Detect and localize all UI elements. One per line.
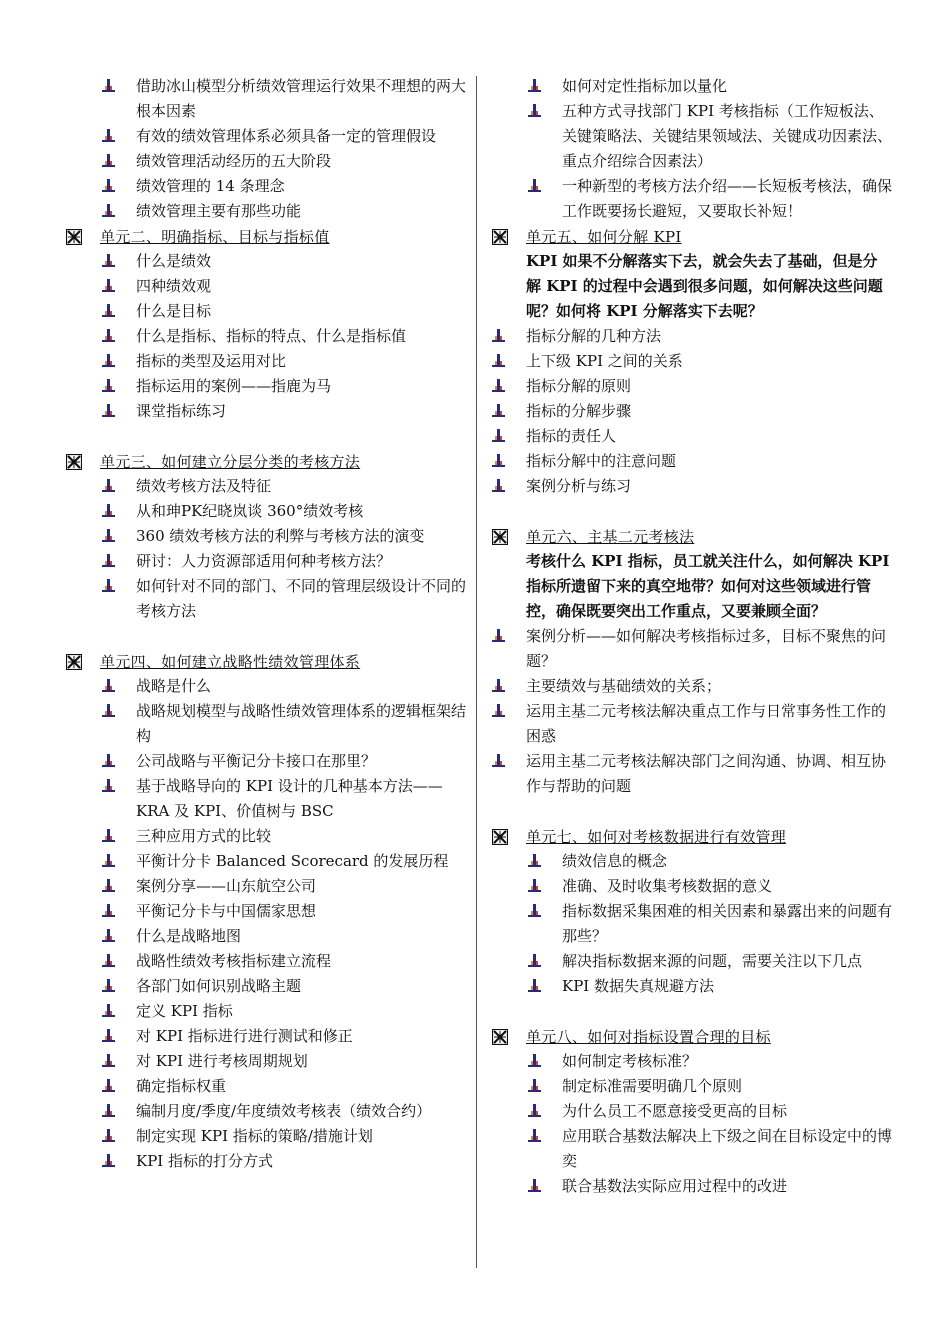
list-item-text: 一种新型的考核方法介绍——长短板考核法，确保工作既要扬长避短，又要取长补短！ (562, 177, 893, 220)
list-item (66, 1049, 466, 1074)
bullet-arrow-icon (102, 1054, 116, 1068)
bullet-arrow-icon (102, 529, 116, 543)
list-item-text: 制定实现 KPI 指标的策略/措施计划 (136, 1127, 373, 1145)
bullet-arrow-icon (528, 1104, 542, 1118)
bullet-arrow-icon (528, 979, 542, 993)
list-item (492, 449, 892, 474)
bullet-arrow-icon (528, 1129, 542, 1143)
list-item (66, 499, 466, 524)
bullet-arrow-icon (492, 429, 506, 443)
section-item-list (66, 674, 466, 1174)
list-item-text: 运用主基二元考核法解决重点工作与日常事务性工作的困惑 (526, 702, 887, 745)
bullet-arrow-icon (102, 204, 116, 218)
list-item (492, 174, 892, 224)
list-item-text: 战略是什么 (136, 677, 212, 695)
bullet-arrow-icon (102, 79, 116, 93)
bullet-arrow-icon (102, 1129, 116, 1143)
list-item (492, 874, 892, 899)
list-item-text: 定义 KPI 指标 (136, 1002, 233, 1020)
list-item-text: 案例分析与练习 (526, 477, 632, 495)
bullet-arrow-icon (492, 329, 506, 343)
list-item-text: 绩效管理活动经历的五大阶段 (136, 152, 332, 170)
list-item-text: 借助冰山模型分析绩效管理运行效果不理想的两大根本因素 (136, 77, 467, 120)
bullet-arrow-icon (102, 1029, 116, 1043)
list-item (66, 924, 466, 949)
bullet-arrow-icon (102, 504, 116, 518)
left-column (66, 74, 466, 1174)
bullet-arrow-icon (102, 979, 116, 993)
list-item-text: 指标分解的原则 (526, 377, 632, 395)
bullet-arrow-icon (102, 879, 116, 893)
list-item (66, 849, 466, 874)
list-item-text: 平衡记分卡与中国儒家思想 (136, 902, 317, 920)
right-intro-list (492, 74, 892, 224)
list-item (66, 824, 466, 849)
list-item-text: KPI 指标的打分方式 (136, 1152, 273, 1170)
section-title: 单元四、如何建立战略性绩效管理体系 (100, 653, 361, 671)
list-item (492, 674, 892, 699)
list-item-text: 联合基数法实际应用过程中的改进 (562, 1177, 788, 1195)
list-item-text: 从和珅PK纪晓岚谈 360°绩效考核 (136, 502, 364, 520)
list-item-text: 五种方式寻找部门 KPI 考核指标（工作短板法、关键策略法、关键结果领域法、关键成功因素法、重点介绍综合因素法） (562, 102, 893, 170)
list-item (492, 474, 892, 499)
bullet-arrow-icon (102, 1079, 116, 1093)
list-item-text: 解决指标数据来源的问题，需要关注以下几点 (562, 952, 863, 970)
bullet-arrow-icon (492, 704, 506, 718)
list-item-text: 主要绩效与基础绩效的关系； (526, 677, 722, 695)
list-item-text: 绩效考核方法及特征 (136, 477, 272, 495)
section-heading (66, 649, 466, 674)
list-item (492, 899, 892, 949)
list-item (66, 349, 466, 374)
list-item-text: 指标的责任人 (526, 427, 617, 445)
list-item (66, 274, 466, 299)
section-heading (492, 224, 892, 249)
list-item-text: 什么是指标、指标的特点、什么是指标值 (136, 327, 407, 345)
list-item-text: 指标分解中的注意问题 (526, 452, 677, 470)
bullet-arrow-icon (528, 1054, 542, 1068)
bullet-arrow-icon (102, 479, 116, 493)
bullet-arrow-icon (492, 454, 506, 468)
bullet-arrow-icon (492, 379, 506, 393)
list-item (66, 324, 466, 349)
list-item (492, 424, 892, 449)
bullet-arrow-icon (528, 904, 542, 918)
list-item-text: 什么是战略地图 (136, 927, 242, 945)
list-item-text: 准确、及时收集考核数据的意义 (562, 877, 773, 895)
bullet-arrow-icon (528, 1179, 542, 1193)
list-item-text: 如何制定考核标准？ (562, 1052, 698, 1070)
list-item (66, 1074, 466, 1099)
bullet-arrow-icon (102, 854, 116, 868)
bullet-arrow-icon (102, 829, 116, 843)
list-item-text: 如何针对不同的部门、不同的管理层级设计不同的考核方法 (136, 577, 467, 620)
list-item-text: 应用联合基数法解决上下级之间在目标设定中的博奕 (562, 1127, 893, 1170)
bullet-arrow-icon (102, 154, 116, 168)
bullet-arrow-icon (102, 1004, 116, 1018)
bullet-arrow-icon (102, 279, 116, 293)
bullet-arrow-icon (528, 954, 542, 968)
section-heading (66, 224, 466, 249)
bullet-arrow-icon (102, 354, 116, 368)
checkbox-cross-icon (492, 1029, 508, 1045)
checkbox-cross-icon (66, 454, 82, 470)
list-item-text: KPI 数据失真规避方法 (562, 977, 714, 995)
list-item-text: 什么是绩效 (136, 252, 212, 270)
list-item (492, 1049, 892, 1074)
list-item-text: 各部门如何识别战略主题 (136, 977, 302, 995)
section-note: 考核什么 KPI 指标，员工就关注什么，如何解决 KPI 指标所遗留下来的真空地带？如何对这些领域进行管控，确保既要突出工作重点，又要兼顾全面？ (526, 552, 890, 620)
right-column (492, 74, 892, 1199)
section-title: 单元八、如何对指标设置合理的目标 (526, 1028, 771, 1046)
list-item (66, 999, 466, 1024)
list-item (66, 524, 466, 549)
list-item (66, 1124, 466, 1149)
bullet-arrow-icon (102, 179, 116, 193)
list-item-text: 指标分解的几种方法 (526, 327, 662, 345)
list-item (66, 949, 466, 974)
list-item (66, 1024, 466, 1049)
list-item (492, 849, 892, 874)
list-item-text: 研讨：人力资源部适用何种考核方法？ (136, 552, 392, 570)
list-item (492, 624, 892, 674)
section-heading (492, 824, 892, 849)
list-item-text: 指标的类型及运用对比 (136, 352, 287, 370)
list-item-text: 绩效信息的概念 (562, 852, 668, 870)
bullet-arrow-icon (102, 754, 116, 768)
list-item-text: 360 绩效考核方法的利弊与考核方法的演变 (136, 527, 425, 545)
list-item-text: 案例分享——山东航空公司 (136, 877, 317, 895)
list-item (492, 974, 892, 999)
bullet-arrow-icon (102, 129, 116, 143)
bullet-arrow-icon (102, 904, 116, 918)
list-item (492, 1124, 892, 1174)
list-item-text: 运用主基二元考核法解决部门之间沟通、协调、相互协作与帮助的问题 (526, 752, 887, 795)
checkbox-cross-icon (492, 529, 508, 545)
list-item-text: 基于战略导向的 KPI 设计的几种基本方法——KRA 及 KPI、价值树与 BSC (136, 777, 443, 820)
list-item (66, 1149, 466, 1174)
list-item-text: 战略性绩效考核指标建立流程 (136, 952, 332, 970)
list-item (66, 474, 466, 499)
bullet-arrow-icon (528, 854, 542, 868)
bullet-arrow-icon (528, 104, 542, 118)
list-item-text: 课堂指标练习 (136, 402, 227, 420)
list-item (492, 1174, 892, 1199)
list-item (66, 199, 466, 224)
checkbox-cross-icon (492, 229, 508, 245)
bullet-arrow-icon (492, 629, 506, 643)
bullet-arrow-icon (102, 954, 116, 968)
bullet-arrow-icon (102, 329, 116, 343)
list-item (66, 124, 466, 149)
bullet-arrow-icon (102, 554, 116, 568)
list-item-text: 战略规划模型与战略性绩效管理体系的逻辑框架结构 (136, 702, 467, 745)
list-item-text: 指标数据采集困难的相关因素和暴露出来的问题有那些？ (562, 902, 893, 945)
column-divider (476, 76, 477, 1268)
list-item (66, 974, 466, 999)
list-item (66, 899, 466, 924)
list-item (66, 399, 466, 424)
bullet-arrow-icon (492, 754, 506, 768)
list-item-text: 绩效管理的 14 条理念 (136, 177, 285, 195)
list-item-text: 案例分析——如何解决考核指标过多，目标不聚焦的问题？ (526, 627, 887, 670)
list-item (66, 574, 466, 624)
bullet-arrow-icon (528, 179, 542, 193)
list-item (66, 874, 466, 899)
list-item (66, 149, 466, 174)
bullet-arrow-icon (528, 79, 542, 93)
list-item-text: 如何对定性指标加以量化 (562, 77, 728, 95)
section-title: 单元五、如何分解 KPI (526, 228, 682, 246)
bullet-arrow-icon (492, 479, 506, 493)
bullet-arrow-icon (492, 404, 506, 418)
list-item-text: 指标运用的案例——指鹿为马 (136, 377, 332, 395)
list-item (492, 699, 892, 749)
list-item (66, 74, 466, 124)
list-item (66, 699, 466, 749)
section-heading (66, 449, 466, 474)
list-item (492, 949, 892, 974)
right-sections (492, 224, 892, 1199)
list-item-text: 为什么员工不愿意接受更高的目标 (562, 1102, 788, 1120)
list-item (66, 249, 466, 274)
list-item (492, 99, 892, 174)
list-item-text: 三种应用方式的比较 (136, 827, 272, 845)
list-item (66, 299, 466, 324)
section-item-list (66, 249, 466, 424)
list-item-text: 四种绩效观 (136, 277, 212, 295)
section-title: 单元六、主基二元考核法 (526, 528, 695, 546)
list-item-text: 对 KPI 指标进行进行测试和修正 (136, 1027, 353, 1045)
list-item-text: 编制月度/季度/年度绩效考核表（绩效合约） (136, 1102, 432, 1120)
bullet-arrow-icon (102, 404, 116, 418)
list-item (492, 374, 892, 399)
list-item (492, 1074, 892, 1099)
bullet-arrow-icon (528, 879, 542, 893)
section-note: KPI 如果不分解落实下去，就会失去了基础，但是分解 KPI 的过程中会遇到很多问题，如何解决这些问题呢？如何将 KPI 分解落实下去呢？ (526, 252, 883, 320)
section-title: 单元二、明确指标、目标与指标值 (100, 228, 330, 246)
section-heading (492, 1024, 892, 1049)
list-item (66, 749, 466, 774)
bullet-arrow-icon (102, 679, 116, 693)
list-item (66, 1099, 466, 1124)
list-item (492, 399, 892, 424)
bullet-arrow-icon (102, 929, 116, 943)
list-item-text: 绩效管理主要有那些功能 (136, 202, 302, 220)
section-title: 单元七、如何对考核数据进行有效管理 (526, 828, 787, 846)
left-sections (66, 224, 466, 1174)
list-item (492, 74, 892, 99)
checkbox-cross-icon (492, 829, 508, 845)
section-item-list (492, 849, 892, 999)
list-item-text: 什么是目标 (136, 302, 212, 320)
section-item-list (492, 1049, 892, 1199)
bullet-arrow-icon (102, 304, 116, 318)
bullet-arrow-icon (492, 679, 506, 693)
bullet-arrow-icon (102, 704, 116, 718)
list-item (66, 774, 466, 824)
list-item-text: 对 KPI 进行考核周期规划 (136, 1052, 308, 1070)
list-item (492, 349, 892, 374)
section-item-list (66, 474, 466, 624)
bullet-arrow-icon (492, 354, 506, 368)
bullet-arrow-icon (102, 579, 116, 593)
list-item (492, 1099, 892, 1124)
list-item-text: 上下级 KPI 之间的关系 (526, 352, 683, 370)
list-item-text: 公司战略与平衡记分卡接口在那里？ (136, 752, 377, 770)
bullet-arrow-icon (102, 1104, 116, 1118)
section-title: 单元三、如何建立分层分类的考核方法 (100, 453, 361, 471)
list-item-text: 确定指标权重 (136, 1077, 227, 1095)
bullet-arrow-icon (102, 1154, 116, 1168)
bullet-arrow-icon (102, 254, 116, 268)
bullet-arrow-icon (102, 779, 116, 793)
list-item (66, 374, 466, 399)
section-item-list (492, 624, 892, 799)
list-item (492, 324, 892, 349)
list-item (66, 674, 466, 699)
bullet-arrow-icon (528, 1079, 542, 1093)
list-item-text: 平衡计分卡 Balanced Scorecard 的发展历程 (136, 852, 449, 870)
list-item-text: 指标的分解步骤 (526, 402, 632, 420)
section-item-list (492, 324, 892, 499)
list-item (492, 749, 892, 799)
list-item (66, 549, 466, 574)
section-heading (492, 524, 892, 549)
checkbox-cross-icon (66, 229, 82, 245)
list-item-text: 有效的绩效管理体系必须具备一定的管理假设 (136, 127, 437, 145)
left-intro-list (66, 74, 466, 224)
checkbox-cross-icon (66, 654, 82, 670)
list-item-text: 制定标准需要明确几个原则 (562, 1077, 743, 1095)
list-item (66, 174, 466, 199)
bullet-arrow-icon (102, 379, 116, 393)
